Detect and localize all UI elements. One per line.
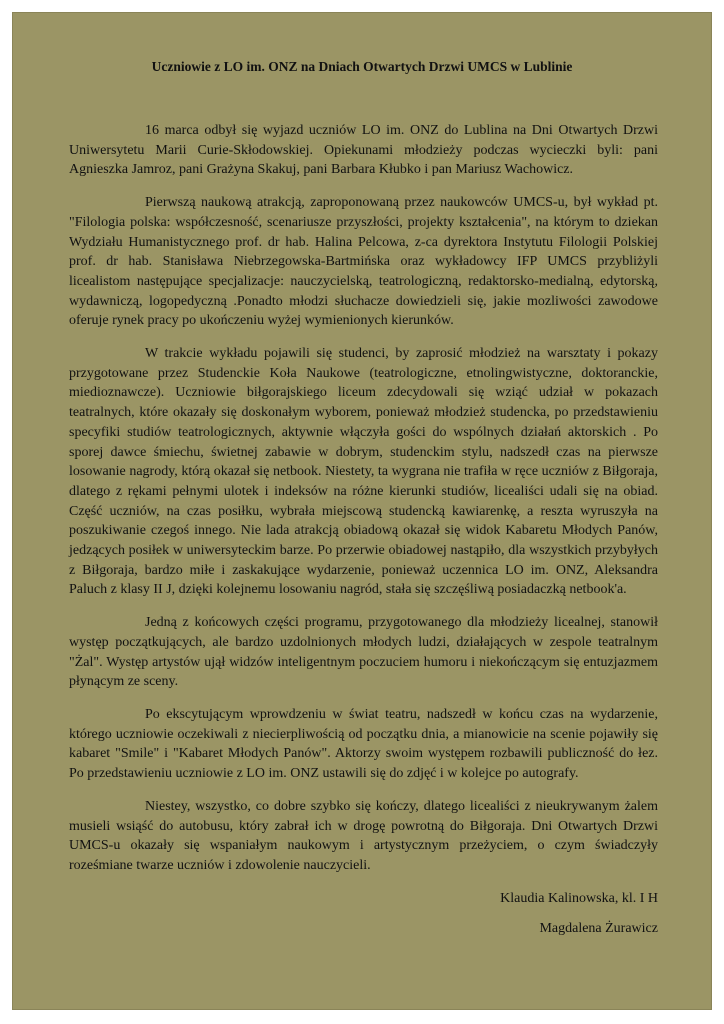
document-title: Uczniowie z LO im. ONZ na Dniach Otwartych Drzwi UMCS w Lublinie	[151, 59, 573, 74]
paragraph-lecture: Pierwszą naukową atrakcją, zaproponowaną przez naukowców UMCS-u, był wykład pt. "Filologia polska: współczesność, scenariusze przyszłości, projekty kształcenia", na którym to dziekan Wydziału Humanistycznego prof. dr hab. Halina Pelcowa, z-ca dyrektora Instytutu Filologii Polskiej prof. dr hab. Stanisława Niebrzegowska-Bartmińska oraz wykładowcy IFP UMCS przybliżyli licealistom następujące specjalizacje: nauczycielską, teatrologiczną, redaktorsko-medialną, edytorską, wydawniczą, logopedyczną .Ponadto młodzi słuchacze dowiedzieli się, jakie mozliwości zawodowe oferuje rynek pracy po ukończeniu wyżej wymienionych kierunków.	[69, 195, 658, 329]
author-signature-1: Klaudia Kalinowska, kl. I H	[500, 890, 658, 906]
paragraph-cabaret: Po ekscytującym wprowdzeniu w świat teatru, nadszedł w końcu czas na wydarzenie, którego uczniowie oczekiwali z niecierpliwością od początku dnia, a mianowicie na scenie pojawiły się kabaret "Smile" i "Kabaret Młodych Panów". Aktorzy swoim występem rozbawili publiczność do łez. Po przedstawieniu uczniowie z LO im. ONZ ustawili się do zdjęć i w kolejce po autografy.	[69, 706, 658, 782]
paragraph-workshops: W trakcie wykładu pojawili się studenci, by zaprosić młodzież na warsztaty i pokazy przygotowane przez Studenckie Koła Naukowe (teatrologiczne, etnolingwistyczne, doktoranckie, miedioznawcze). Uczniowie biłgorajskiego liceum zdecydowali się wziąć udział w pokazach teatralnych, które okazały się doskonałym wyborem, ponieważ młodzież studencka, po przedstawieniu specyfiki studiów teatrologicznych, aktywnie włączyła gości do wspólnych działań aktorskich . Po sporej dawce śmiechu, świetnej zabawie w dobrym, studenckim stylu, nadszedł czas na pierwsze losowanie nagrody, którą okazał się netbook. Niestety, ta wygrana nie trafiła w ręce uczniów z Biłgoraja, dlatego z rękami pełnymi ulotek i indeksów na różne kierunki studiów, licealiści udali się na obiad. Część uczniów, na czas posiłku, wybrała miejscową studencką kawiarenkę, a reszta wyruszyła na poszukiwanie czegoś innego. Nie lada atrakcją obiadową okazał się widok Kabaretu Młodych Panów, jedzących posiłek w uniwersyteckim barze. Po przerwie obiadowej nastąpiło, dla wszystkich przybyłych z Biłgoraja, bardzo miłe i zaskakujące wydarzenie, ponieważ uczennica LO im. ONZ, Aleksandra Paluch z klasy II J, dzięki kolejnemu losowaniu nagród, stała się szczęśliwą posiadaczką netbook'a.	[69, 346, 658, 598]
paragraph-return: Niestey, wszystko, co dobre szybko się kończy, dlatego licealiści z nieukrywanym żalem musieli wsiąść do autobusu, który zabrał ich w drogę powrotną do Biłgoraja. Dni Otwartych Drzwi UMCS-u okazały się wspaniałym naukowym i artystycznym przeżyciem, o czym świadczyły roześmiane twarze uczniów i zdowolenie nauczycieli.	[69, 798, 658, 873]
document-body	[69, 121, 658, 939]
paragraph-theatre-group: Jedną z końcowych części programu, przygotowanego dla młodzieży licealnej, stanowił występ początkujących, ale bardzo uzdolnionych młodych ludzi, działających w zespole teatralnym "Żal". Występ artystów ujął widzów inteligentnym poczuciem humoru i niekończącym się entuzjazmem płynącym ze sceny.	[69, 615, 658, 690]
paragraph-departure: 16 marca odbył się wyjazd uczniów LO im. ONZ do Lublina na Dni Otwartych Drzwi Uniwersytetu Marii Curie-Skłodowskiej. Opiekunami młodzieży podczas wycieczki byli: pani Agnieszka Jamroz, pani Grażyna Skakuj, pani Barbara Kłubko i pan Mariusz Wachowicz.	[69, 123, 658, 178]
document-page	[12, 12, 712, 1010]
author-signature-2: Magdalena Żurawicz	[539, 921, 658, 937]
